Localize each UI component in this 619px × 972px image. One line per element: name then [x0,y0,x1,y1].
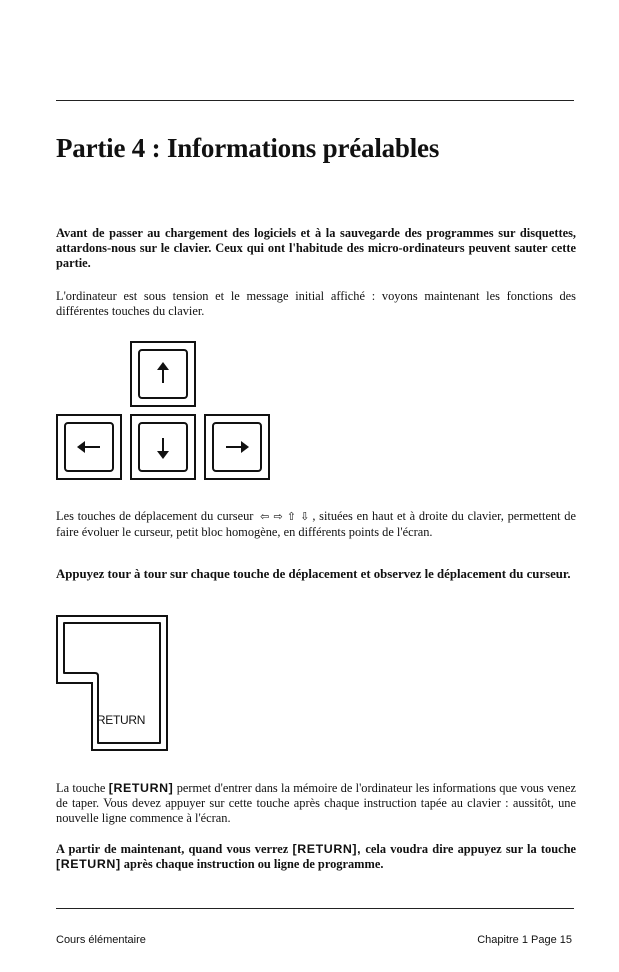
from-now-key-ref: [RETURN], [292,842,362,856]
arrow-down-key [130,414,196,480]
return-key-ref: [RETURN] [108,781,174,795]
footer-page-number: Chapitre 1 Page 15 [477,934,572,946]
cursor-arrows-glyphs: ⇦ ⇨ ⇧ ⇩ [260,510,310,523]
arrow-up-icon [132,343,194,405]
arrow-up-key [130,341,196,407]
bottom-rule [56,908,574,909]
return-paragraph [56,781,576,825]
return-text-after: permet d'entrer dans la mémoire de l'ordinateur les informations que vous venez de taper. Vous devez appuyer sur cette touche après chaque instruction tapée au clavier : aussitôt, une nouvelle ligne commence à l'écran. [56,781,576,825]
arrow-left-key [56,414,122,480]
cursor-text-start: Les touches de déplacement du curseur [56,509,254,523]
from-now-key-ref-2: [RETURN] [56,856,121,871]
from-now-text-after: après chaque instruction ou ligne de programme. [123,856,384,871]
arrow-left-icon [58,416,120,478]
cursor-keys-paragraph [56,509,576,540]
arrow-right-key [204,414,270,480]
return-text-before: La touche [56,781,106,795]
top-rule [56,100,574,101]
from-now-paragraph [56,842,576,872]
try-paragraph: Appuyez tour à tour sur chaque touche de déplacement et observez le déplacement du curseur. [56,567,571,581]
return-key [56,615,168,751]
cursor-text-end: , situées en haut et à droite du clavier, permettent de faire évoluer le curseur, petit bloc homogène, en différents points de l'écran. [56,509,576,539]
intro-paragraph: Avant de passer au chargement des logiciels et à la sauvegarde des programmes sur disquettes, attardons-nous sur le clavier. Ceux qui ont l'habitude des micro-ordinateurs peuvent sauter cette partie. [56,226,576,270]
from-now-text-before: A partir de maintenant, quand vous verrez [56,842,289,856]
from-now-text-middle: cela voudra dire appuyez sur la touche [365,842,576,856]
footer-course-name: Cours élémentaire [56,934,146,946]
arrow-right-icon [206,416,268,478]
page-title: Partie 4 : Informations préalables [56,133,440,163]
power-paragraph: L'ordinateur est sous tension et le message initial affiché : voyons maintenant les fonctions des différentes touches du clavier. [56,289,576,318]
arrow-down-icon [132,416,194,478]
return-key-label: RETURN [96,713,146,727]
